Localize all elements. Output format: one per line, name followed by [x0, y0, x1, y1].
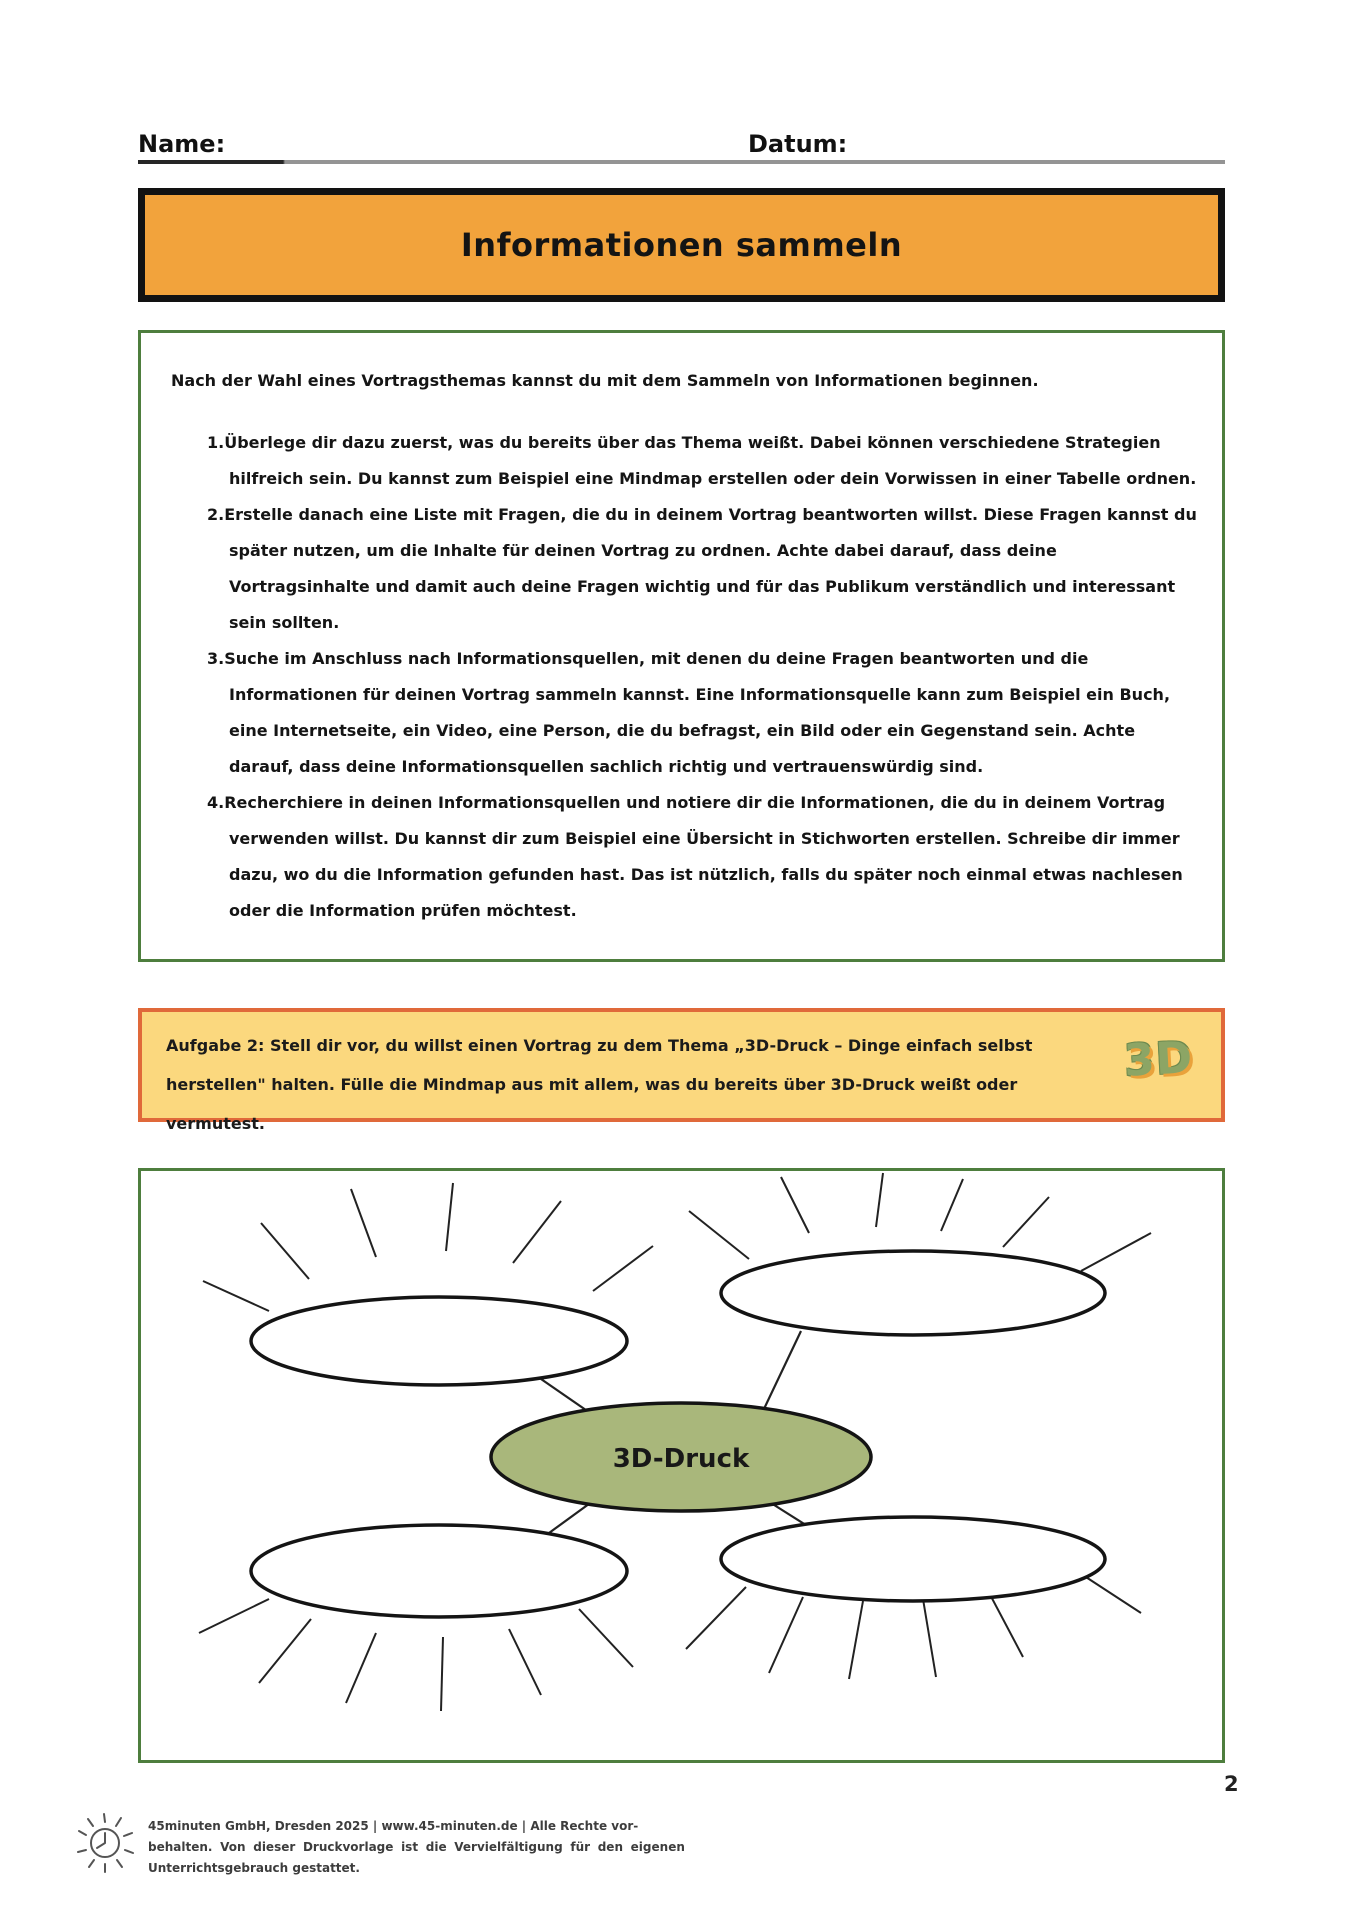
list-item-number: 4.	[207, 793, 225, 812]
mindmap-box	[138, 1168, 1225, 1763]
name-date-underline	[138, 160, 1225, 164]
mindmap-branch-ellipse-bottom-right[interactable]	[721, 1517, 1105, 1601]
copyright-line: 45minuten GmbH, Dresden 2025 | www.45-minuten.de | Alle Rechte vor-	[148, 1819, 639, 1833]
task-text: Aufgabe 2: Stell dir vor, du willst einen Vortrag zu dem Thema „3D-Druck – Dinge einfach selbst herstellen" halten. Fülle die Mindmap aus mit allem, was du bereits über 3D-Druck weißt oder vermutest.	[166, 1036, 1033, 1133]
task-box	[138, 1008, 1225, 1133]
page-title: Informationen sammeln	[460, 226, 903, 264]
mindmap-branch-ellipse-top-right[interactable]	[721, 1251, 1105, 1335]
list-item-text: Suche im Anschluss nach Informationsquellen, mit denen du deine Fragen beantworten und die Informationen für deinen Vortrag sammeln kannst. Eine Informationsquelle kann zum Beispiel ein Buch, eine Internetseite, ein Video, eine Person, die du befragst, ein Bild oder ein Gegenstand sein. Achte darauf, dass deine Informationsquellen sachlich richtig und vertrauenswürdig sind.	[224, 649, 1171, 776]
instructions-intro: Nach der Wahl eines Vortragsthemas kannst du mit dem Sammeln von Informationen beginnen.	[171, 371, 1039, 390]
list-item-text: Erstelle danach eine Liste mit Fragen, die du in deinem Vortrag beantworten willst. Diese Fragen kannst du später nutzen, um die Inhalte für deinen Vortrag zu ordnen. Achte dabei darauf, dass deine Vortragsinhalte und damit auch deine Fragen wichtig und für das Publikum verständlich und interessant sein sollten.	[224, 505, 1197, 632]
mindmap-branch-ellipse-bottom-left[interactable]	[251, 1525, 627, 1617]
list-item-text: Überlege dir dazu zuerst, was du bereits über das Thema weißt. Dabei können verschiedene Strategien hilfreich sein. Du kannst zum Beispiel eine Mindmap erstellen oder dein Vorwissen in einer Tabelle ordnen.	[224, 433, 1197, 488]
title-banner	[138, 188, 1225, 302]
3d-print-icon: 3D	[1122, 1032, 1195, 1087]
mindmap-branch-ellipse-top-left[interactable]	[251, 1297, 627, 1385]
mindmap-center-label: 3D-Druck	[612, 1444, 750, 1474]
list-item	[207, 785, 1197, 929]
instructions-list	[207, 425, 1197, 929]
copyright-line: behalten. Von dieser Druckvorlage ist die Vervielfältigung für den eigenen	[148, 1840, 685, 1854]
list-item-number: 1.	[207, 433, 225, 452]
list-item	[207, 497, 1197, 641]
date-label: Datum:	[748, 130, 848, 158]
list-item-number: 3.	[207, 649, 225, 668]
page-number: 2	[1224, 1772, 1239, 1796]
list-item-text: Recherchiere in deinen Informationsquellen und notiere dir die Informationen, die du in deinem Vortrag verwenden willst. Du kannst dir zum Beispiel eine Übersicht in Stichworten erstellen. Schreibe dir immer dazu, wo du die Information gefunden hast. Das ist nützlich, falls du später noch einmal etwas nachlesen oder die Information prüfen möchtest.	[224, 793, 1183, 920]
copyright-text	[148, 1816, 685, 1879]
list-item	[207, 641, 1197, 785]
list-item	[207, 425, 1197, 497]
list-item-number: 2.	[207, 505, 225, 524]
mindmap-diagram	[141, 1171, 1222, 1760]
copyright-line: Unterrichtsgebrauch gestattet.	[148, 1861, 360, 1875]
instructions-box	[138, 330, 1225, 962]
clock-sun-icon	[70, 1806, 140, 1878]
name-label: Name:	[138, 130, 226, 158]
